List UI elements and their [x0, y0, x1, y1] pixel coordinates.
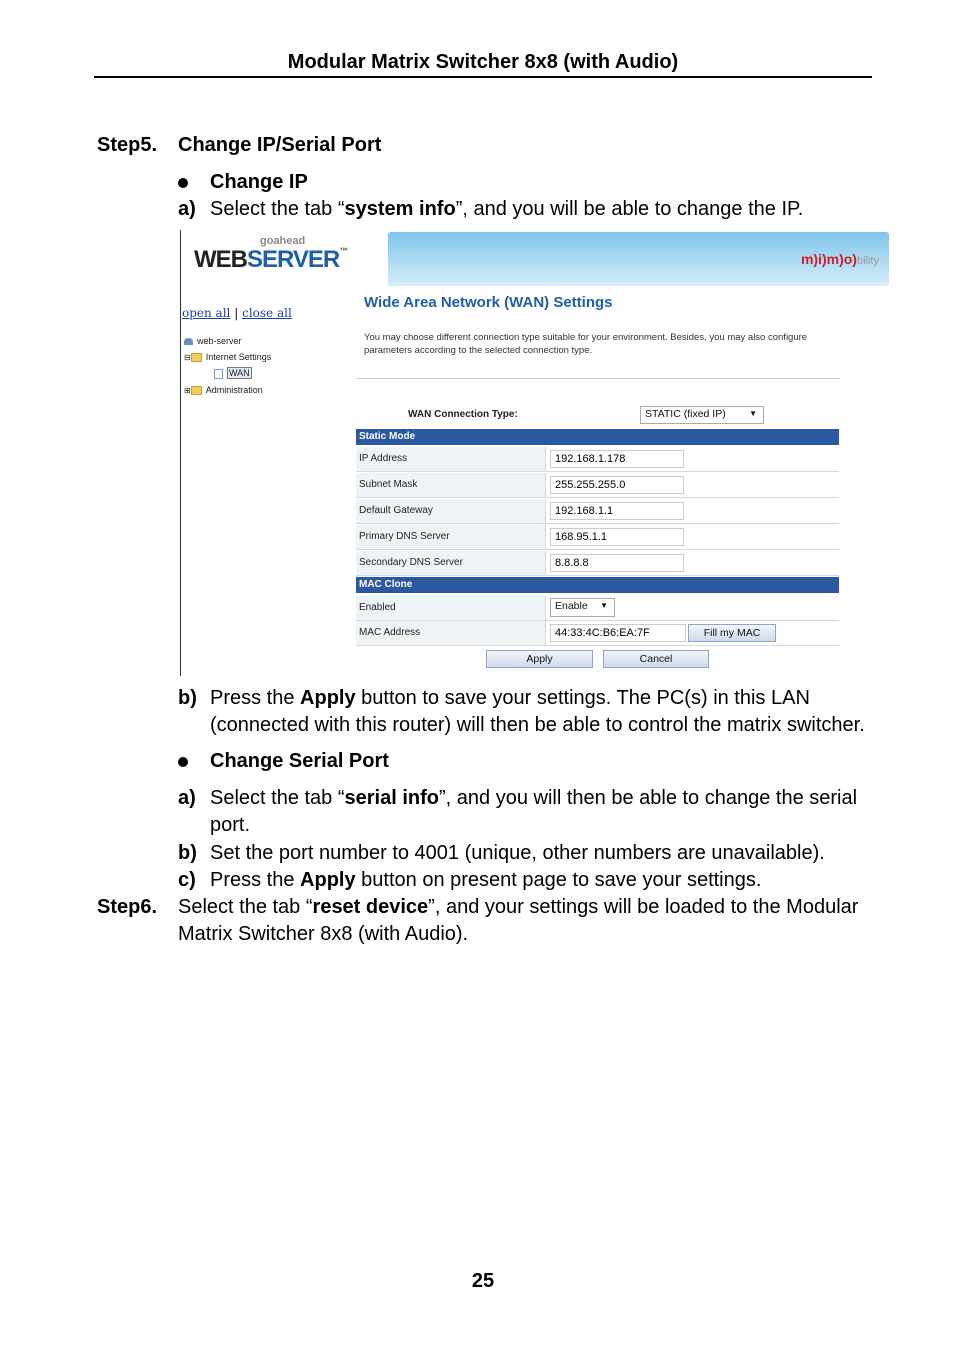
fill-my-mac-button[interactable]: Fill my MAC	[688, 624, 776, 642]
bullet-icon	[178, 757, 188, 767]
ip-address-input[interactable]: 192.168.1.178	[550, 450, 684, 468]
screenshot-divider	[180, 230, 181, 676]
wan-settings-title: Wide Area Network (WAN) Settings	[364, 294, 613, 311]
item-marker: b)	[178, 687, 197, 709]
open-all-link[interactable]: open all	[182, 306, 231, 320]
computer-icon	[184, 338, 193, 345]
folder-icon	[191, 386, 202, 395]
field-row-enabled: Enabled Enable ▼	[356, 596, 839, 621]
mac-address-input[interactable]: 44:33:4C:B6:EA:7F	[550, 624, 686, 642]
field-row-secondary-dns: Secondary DNS Server 8.8.8.8	[356, 551, 839, 576]
subnet-mask-input[interactable]: 255.255.255.0	[550, 476, 684, 494]
tree-controls: open all | close all	[182, 306, 292, 320]
page-icon	[214, 369, 223, 379]
apply-button[interactable]: Apply	[486, 650, 593, 668]
change-serial-step-c: Press the Apply button on present page to save your settings.	[210, 869, 762, 891]
connection-type-label: WAN Connection Type:	[408, 409, 518, 420]
tree-item-internet-settings[interactable]: ⊟ Internet Settings	[184, 352, 272, 362]
header-rule	[94, 76, 872, 78]
change-ip-step-b-line2: (connected with this router) will then be able to control the matrix switcher.	[210, 714, 865, 736]
bullet-icon	[178, 178, 188, 188]
step6-text-line2: Matrix Switcher 8x8 (with Audio).	[178, 923, 469, 945]
step6-text: Select the tab “reset device”, and your settings will be loaded to the Modular	[178, 896, 859, 918]
field-row-gateway: Default Gateway 192.168.1.1	[356, 499, 839, 524]
change-serial-step-a: Select the tab “serial info”, and you will then be able to change the serial	[210, 787, 858, 809]
field-row-primary-dns: Primary DNS Server 168.95.1.1	[356, 525, 839, 550]
step5-label: Step5.	[97, 134, 158, 156]
tree-item-web-server[interactable]: web-server	[184, 336, 242, 346]
static-mode-header: Static Mode	[356, 429, 839, 445]
mimobility-logo: m)i)m)o)bility	[800, 251, 879, 267]
primary-dns-input[interactable]: 168.95.1.1	[550, 528, 684, 546]
field-row-ip: IP Address 192.168.1.178	[356, 447, 839, 472]
change-ip-step-a: Select the tab “system info”, and you will be able to change the IP.	[210, 198, 804, 220]
goahead-logo-text: goahead	[260, 235, 306, 247]
field-row-subnet: Subnet Mask 255.255.255.0	[356, 473, 839, 498]
tree-item-wan[interactable]: WAN	[214, 368, 252, 379]
chevron-down-icon: ▼	[749, 409, 757, 418]
change-ip-step-b: Press the Apply button to save your settings. The PC(s) in this LAN	[210, 687, 810, 709]
close-all-link[interactable]: close all	[242, 306, 292, 320]
item-marker: b)	[178, 842, 197, 864]
item-marker: a)	[178, 787, 196, 809]
change-ip-heading: Change IP	[210, 171, 308, 193]
mac-clone-header: MAC Clone	[356, 577, 839, 593]
item-marker: c)	[178, 869, 196, 891]
cancel-button[interactable]: Cancel	[603, 650, 709, 668]
webserver-logo: WEBSERVER™	[194, 246, 348, 273]
step5-title: Change IP/Serial Port	[178, 134, 382, 156]
change-serial-step-a-line2: port.	[210, 814, 251, 836]
change-serial-heading: Change Serial Port	[210, 750, 389, 772]
secondary-dns-input[interactable]: 8.8.8.8	[550, 554, 684, 572]
step6-label: Step6.	[97, 896, 158, 918]
field-row-mac: MAC Address 44:33:4C:B6:EA:7F Fill my MAC	[356, 621, 839, 646]
mac-clone-enable-select[interactable]: Enable ▼	[550, 598, 615, 617]
item-marker: a)	[178, 198, 196, 220]
default-gateway-input[interactable]: 192.168.1.1	[550, 502, 684, 520]
separator	[356, 378, 840, 379]
wan-description: You may choose different connection type suitable for your environment. Besides, you may also configure parameters according to the selected connection type.	[364, 332, 808, 356]
header-banner	[388, 232, 889, 286]
connection-type-select[interactable]: STATIC (fixed IP) ▼	[640, 406, 764, 424]
folder-icon	[191, 353, 202, 362]
change-serial-step-b: Set the port number to 4001 (unique, other numbers are unavailable).	[210, 842, 825, 864]
document-header: Modular Matrix Switcher 8x8 (with Audio)	[287, 51, 679, 73]
tree-item-administration[interactable]: ⊞ Administration	[184, 385, 263, 395]
chevron-down-icon: ▼	[600, 601, 608, 610]
page-number: 25	[471, 1270, 495, 1292]
